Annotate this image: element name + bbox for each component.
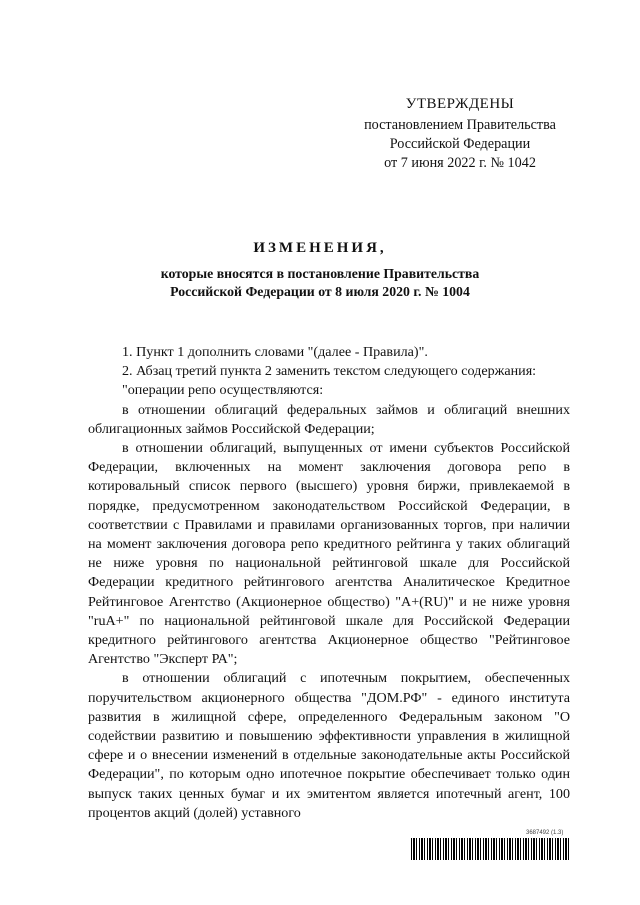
subtitle-line-2: Российской Федерации от 8 июля 2020 г. № 1004 xyxy=(170,284,470,299)
subtitle-line-1: которые вносятся в постановление Правительства xyxy=(160,266,480,281)
approval-heading: УТВЕРЖДЕНЫ xyxy=(405,96,515,112)
barcode-image xyxy=(411,838,571,860)
document-code: 3687492 (1.3) xyxy=(526,830,564,836)
paragraph-3: "операции репо осуществляются: xyxy=(122,382,324,399)
paragraph-1: 1. Пункт 1 дополнить словами "(далее - Правила)". xyxy=(122,344,428,360)
approval-line-1: постановлением Правительства xyxy=(364,117,556,133)
paragraph-2: 2. Абзац третий пункта 2 заменить текстом следующего содержания: xyxy=(122,363,537,380)
paragraph-6: в отношении облигаций с ипотечным покрытием, обеспеченных поручительством акционерного общества "ДОМ.РФ" - единого института развития в жилищной сфере, определенного Федеральным законом "О содействии развитию и повышению эффективности управления в жилищной сфере и о внесении изменений в отдельные законодательные акты Российской Федерации", по которым одно ипотечное покрытие обеспечивает только один выпуск таких ценных бумаг и их эмитентом является ипотечный агент, 100 процентов акций (долей) уставного xyxy=(88,670,570,821)
approval-line-3: от 7 июня 2022 г. № 1042 xyxy=(384,155,536,171)
approval-block xyxy=(350,95,570,173)
paragraph-5: в отношении облигаций, выпущенных от имени субъектов Российской Федерации, включенных на момент заключения договора репо в котировальный список первого (высшего) уровня биржи, привлекаемой в порядке, предусмотренном законодательством Российской Федерации, в соответствии с Правилами и правилами организованных торгов, при наличии на момент заключения договора репо кредитного рейтинга у таких облигаций не ниже уровня по национальной рейтинговой шкале для Российской Федерации кредитного рейтингового агентства Аналитическое Кредитное Рейтинговое Агентство (Акционерное общество) "A+(RU)" и не ниже уровня "ruA+" по национальной рейтинговой шкале для Российской Федерации кредитного рейтингового агентства Акционерное общество "Рейтинговое Агентство "Эксперт РА"; xyxy=(88,440,570,668)
approval-line-2: Российской Федерации xyxy=(389,136,531,152)
document-subtitle xyxy=(0,265,640,301)
document-body xyxy=(88,343,570,823)
paragraph-4: в отношении облигаций федеральных займов и облигаций внешних облигационных займов Российской Федерации; xyxy=(88,401,570,437)
document-title: ИЗМЕНЕНИЯ, xyxy=(253,240,387,256)
